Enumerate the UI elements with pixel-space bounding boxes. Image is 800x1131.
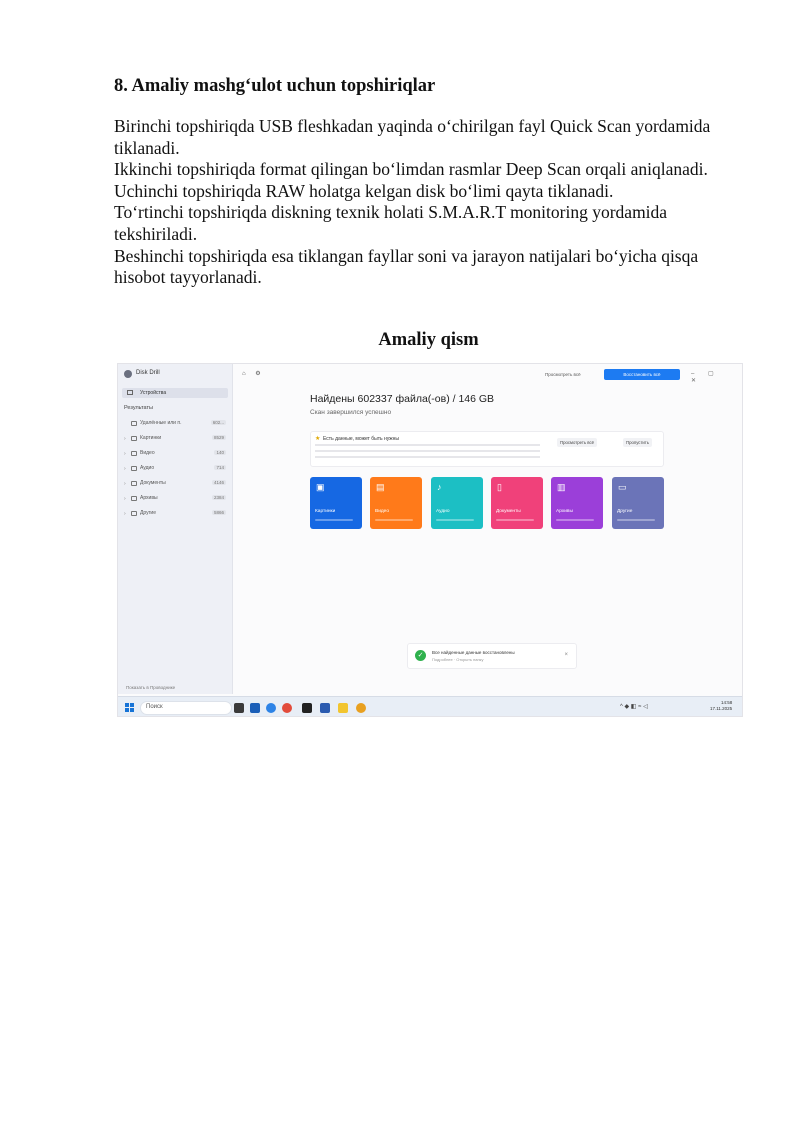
count-badge: 8529 — [213, 435, 224, 440]
chevron-right-icon[interactable]: › — [124, 511, 126, 517]
sidebar-item-documents[interactable] — [124, 479, 228, 494]
tile-label: Другие — [617, 509, 633, 514]
tile-label: Архивы — [556, 509, 573, 514]
clock-date: 17.11.2025 — [710, 706, 733, 711]
docs-icon[interactable] — [320, 703, 330, 713]
windows-start-icon[interactable] — [125, 703, 135, 713]
toolbar-icons — [242, 370, 269, 377]
image-icon: ▣ — [316, 482, 325, 492]
word-icon[interactable] — [250, 703, 260, 713]
sidebar-results-list — [124, 419, 228, 524]
terminal-icon[interactable] — [302, 703, 312, 713]
music-icon: ♪ — [437, 482, 442, 492]
chevron-right-icon[interactable]: › — [124, 466, 126, 472]
category-tile-pictures[interactable] — [310, 477, 362, 529]
sidebar-item-other[interactable] — [124, 509, 228, 524]
sidebar-item-label: Удалённые или п. — [140, 420, 182, 426]
count-badge: 714 — [216, 465, 224, 470]
show-in-explorer-link[interactable]: Показать в Проводнике — [126, 685, 176, 690]
taskbar-search-input[interactable] — [140, 701, 232, 715]
tile-divider — [496, 519, 534, 521]
trash-icon — [131, 421, 137, 426]
tile-label: Документы — [496, 509, 521, 514]
task-line-1: Birinchi topshiriqda USB fleshkadan yaqinda o‘chirilgan fayl Quick Scan yordamida tiklanadi. — [114, 116, 711, 158]
count-badge: 2384 — [213, 495, 224, 500]
clock-time: 14:58 — [720, 700, 733, 705]
chevron-right-icon[interactable]: › — [124, 451, 126, 457]
tile-divider — [315, 519, 353, 521]
section-heading: 8. Amaliy mashg‘ulot uchun topshiriqlar — [114, 76, 436, 96]
network-icon[interactable]: ◆ — [624, 704, 630, 710]
taskbar — [118, 696, 743, 717]
archive-icon — [131, 496, 137, 501]
wifi-icon[interactable]: ≈ — [638, 704, 642, 710]
sidebar — [118, 364, 233, 694]
sidebar-item-audio[interactable] — [124, 464, 228, 479]
success-toast — [407, 643, 577, 669]
count-badge: 602... — [212, 420, 224, 425]
category-tile-documents[interactable] — [491, 477, 543, 529]
video-icon — [131, 451, 137, 456]
results-subtitle: Скан завершился успешно — [310, 409, 392, 416]
sidebar-item-label: Архивы — [140, 495, 158, 501]
tile-label: Картинки — [315, 509, 336, 514]
category-tile-audio[interactable] — [431, 477, 483, 529]
archive-icon: ▥ — [557, 482, 566, 492]
volume-icon[interactable]: ◁ — [643, 704, 648, 710]
music-icon — [131, 466, 137, 471]
sidebar-section-title: Результаты — [124, 405, 153, 411]
sidebar-item-label: Картинки — [140, 435, 162, 441]
category-tile-other[interactable] — [612, 477, 664, 529]
folder-icon[interactable] — [338, 703, 348, 713]
warning-icon: ★ — [315, 436, 321, 442]
review-all-link[interactable]: Просмотреть всё — [545, 372, 581, 377]
toast-title: Все найденные данные восстановлены — [432, 650, 515, 655]
disk-drill-screenshot — [117, 363, 743, 717]
chrome-icon[interactable] — [282, 703, 292, 713]
sidebar-item-archives[interactable] — [124, 494, 228, 509]
sidebar-item-label: Аудио — [140, 465, 155, 471]
document-icon: ▯ — [497, 482, 502, 492]
category-tile-video[interactable] — [370, 477, 422, 529]
taskbar-search-label: Поиск — [146, 704, 163, 710]
sidebar-item-label: Документы — [140, 480, 166, 486]
file-icon: ▭ — [618, 482, 627, 492]
notice-review-button[interactable]: Просмотреть всё — [557, 438, 597, 447]
system-tray — [620, 703, 648, 710]
close-icon[interactable]: × — [564, 652, 568, 658]
count-badge: 4146 — [213, 480, 224, 485]
task-line-5: Beshinchi topshiriqda esa tiklangan fayllar soni va jarayon natijalari bo‘yicha qisqa hisobot tayyorlanadi. — [114, 245, 699, 288]
notice-text — [315, 444, 540, 462]
notice-skip-button[interactable]: Пропустить — [623, 438, 652, 447]
check-icon: ✓ — [415, 650, 426, 661]
image-icon — [131, 436, 137, 441]
count-badge: 140 — [216, 450, 224, 455]
video-icon: ▤ — [376, 482, 385, 492]
sidebar-item-video[interactable] — [124, 449, 228, 464]
sidebar-item-deleted[interactable] — [124, 419, 228, 434]
practical-part-heading: Amaliy qism — [378, 330, 479, 350]
sidebar-item-pictures[interactable] — [124, 434, 228, 449]
sidebar-item-devices[interactable] — [122, 388, 228, 398]
notification-icon[interactable]: ◧ — [630, 704, 637, 710]
chevron-right-icon[interactable]: › — [124, 496, 126, 502]
chevron-right-icon[interactable]: › — [124, 481, 126, 487]
app-icon[interactable] — [356, 703, 366, 713]
tile-divider — [617, 519, 655, 521]
recover-all-button[interactable]: Восстановить всё — [604, 369, 680, 380]
category-tile-archives[interactable] — [551, 477, 603, 529]
tile-label: Видео — [375, 509, 390, 514]
chevron-right-icon[interactable]: › — [124, 436, 126, 442]
maximize-icon[interactable]: ▢ — [708, 371, 714, 377]
tile-divider — [556, 519, 594, 521]
results-title: Найдены 602337 файла(-ов) / 146 GB — [310, 393, 495, 405]
window-controls — [691, 370, 742, 384]
sidebar-item-label: Другие — [140, 510, 157, 516]
drive-icon — [127, 390, 133, 395]
chevron-up-icon[interactable]: ^ — [620, 704, 623, 710]
document-icon — [131, 481, 137, 486]
sidebar-item-label: Видео — [140, 450, 155, 456]
tile-divider — [375, 519, 413, 521]
settings-icon[interactable]: ⚙ — [255, 371, 261, 377]
tile-label: Аудио — [436, 509, 450, 514]
minimize-icon[interactable]: – — [691, 371, 695, 377]
file-explorer-icon[interactable] — [234, 703, 244, 713]
app-logo-icon — [124, 370, 132, 378]
task-line-4: To‘rtinchi topshiriqda diskning texnik holati S.M.A.R.T monitoring yordamida tekshiriladi. — [114, 202, 668, 244]
sidebar-item-label: Устройства — [140, 390, 167, 396]
browser-icon[interactable] — [266, 703, 276, 713]
toast-subtitle[interactable]: Подробнее · Открыть папку — [432, 657, 484, 662]
notice-panel — [310, 431, 664, 467]
app-title: Disk Drill — [136, 370, 160, 376]
home-icon[interactable]: ⌂ — [242, 371, 246, 377]
file-icon — [131, 511, 137, 516]
task-line-3: Uchinchi topshiriqda RAW holatga kelgan disk bo‘limi qayta tiklanadi. — [114, 180, 614, 201]
tile-divider — [436, 519, 474, 521]
clock[interactable] — [710, 700, 732, 712]
task-line-2: Ikkinchi topshiriqda format qilingan bo‘limdan rasmlar Deep Scan orqali aniqlanadi. — [114, 159, 708, 180]
count-badge: 5866 — [213, 510, 224, 515]
close-icon[interactable]: ✕ — [691, 378, 697, 384]
notice-title: Есть данные, может быть нужны — [323, 436, 399, 442]
task-paragraph — [114, 116, 754, 289]
